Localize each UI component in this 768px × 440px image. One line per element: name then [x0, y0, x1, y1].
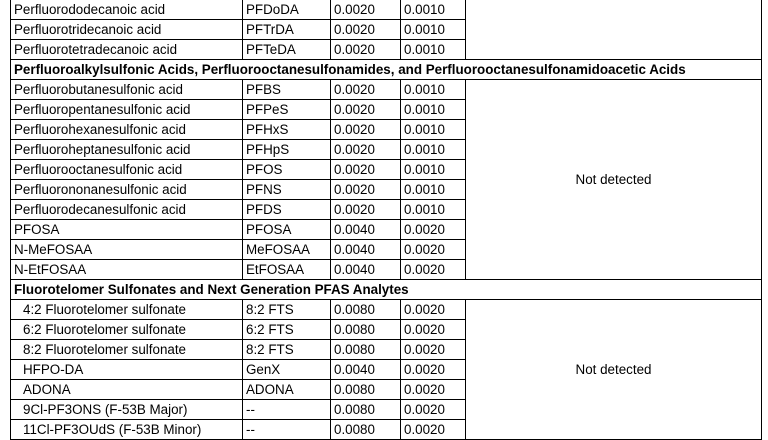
analyte-abbreviation: PFOS: [243, 160, 331, 180]
section-heading: Perfluoroalkylsulfonic Acids, Perfluorooctanesulfonamides, and Perfluorooctanesulfonamidoacetic Acids: [11, 60, 762, 80]
section-header-row: [11, 60, 762, 80]
analyte-abbreviation: ADONA: [243, 380, 331, 400]
analyte-row: [11, 80, 762, 100]
analyte-abbreviation: PFTeDA: [243, 40, 331, 60]
reporting-limit: 0.0040: [331, 360, 401, 380]
analyte-abbreviation: PFBS: [243, 80, 331, 100]
detection-limit: 0.0010: [401, 120, 466, 140]
analyte-name: Perfluorotetradecanoic acid: [11, 40, 243, 60]
reporting-limit: 0.0020: [331, 120, 401, 140]
pfas-results-sheet: [10, 0, 762, 440]
analyte-name: 9Cl-PF3ONS (F-53B Major): [11, 400, 243, 420]
analyte-name: 8:2 Fluorotelomer sulfonate: [11, 340, 243, 360]
analyte-abbreviation: 6:2 FTS: [243, 320, 331, 340]
analyte-name: Perfluorobutanesulfonic acid: [11, 80, 243, 100]
analyte-name: PFOSA: [11, 220, 243, 240]
detection-limit: 0.0010: [401, 160, 466, 180]
reporting-limit: 0.0040: [331, 260, 401, 280]
result-cell: [466, 0, 762, 60]
analyte-abbreviation: PFDS: [243, 200, 331, 220]
analyte-name: Perfluoropentanesulfonic acid: [11, 100, 243, 120]
analyte-name: Perfluorohexanesulfonic acid: [11, 120, 243, 140]
results-table: [10, 0, 762, 440]
detection-limit: 0.0020: [401, 240, 466, 260]
reporting-limit: 0.0020: [331, 180, 401, 200]
section-header-row: [11, 280, 762, 300]
reporting-limit: 0.0020: [331, 80, 401, 100]
analyte-abbreviation: GenX: [243, 360, 331, 380]
analyte-abbreviation: 8:2 FTS: [243, 300, 331, 320]
detection-limit: 0.0020: [401, 400, 466, 420]
reporting-limit: 0.0080: [331, 300, 401, 320]
reporting-limit: 0.0080: [331, 420, 401, 440]
analyte-name: Perfluorodecanesulfonic acid: [11, 200, 243, 220]
reporting-limit: 0.0080: [331, 380, 401, 400]
detection-limit: 0.0010: [401, 140, 466, 160]
analyte-row: [11, 0, 762, 20]
detection-limit: 0.0010: [401, 80, 466, 100]
detection-limit: 0.0020: [401, 320, 466, 340]
reporting-limit: 0.0020: [331, 160, 401, 180]
analyte-abbreviation: PFHpS: [243, 140, 331, 160]
section-heading: Fluorotelomer Sulfonates and Next Generation PFAS Analytes: [11, 280, 762, 300]
reporting-limit: 0.0020: [331, 0, 401, 20]
detection-limit: 0.0010: [401, 40, 466, 60]
analyte-name: N-MeFOSAA: [11, 240, 243, 260]
analyte-abbreviation: PFDoDA: [243, 0, 331, 20]
analyte-abbreviation: MeFOSAA: [243, 240, 331, 260]
analyte-abbreviation: --: [243, 420, 331, 440]
reporting-limit: 0.0020: [331, 20, 401, 40]
detection-limit: 0.0010: [401, 180, 466, 200]
result-cell: Not detected: [466, 300, 762, 440]
detection-limit: 0.0010: [401, 20, 466, 40]
detection-limit: 0.0020: [401, 220, 466, 240]
reporting-limit: 0.0040: [331, 240, 401, 260]
analyte-name: Perfluorododecanoic acid: [11, 0, 243, 20]
analyte-name: N-EtFOSAA: [11, 260, 243, 280]
detection-limit: 0.0020: [401, 340, 466, 360]
detection-limit: 0.0020: [401, 420, 466, 440]
analyte-row: [11, 300, 762, 320]
analyte-abbreviation: PFHxS: [243, 120, 331, 140]
analyte-name: ADONA: [11, 380, 243, 400]
reporting-limit: 0.0020: [331, 40, 401, 60]
analyte-name: Perfluoroheptanesulfonic acid: [11, 140, 243, 160]
reporting-limit: 0.0020: [331, 200, 401, 220]
analyte-name: HFPO-DA: [11, 360, 243, 380]
reporting-limit: 0.0040: [331, 220, 401, 240]
reporting-limit: 0.0020: [331, 100, 401, 120]
analyte-abbreviation: PFTrDA: [243, 20, 331, 40]
detection-limit: 0.0020: [401, 300, 466, 320]
reporting-limit: 0.0080: [331, 340, 401, 360]
analyte-abbreviation: EtFOSAA: [243, 260, 331, 280]
analyte-name: 11Cl-PF3OUdS (F-53B Minor): [11, 420, 243, 440]
analyte-abbreviation: 8:2 FTS: [243, 340, 331, 360]
reporting-limit: 0.0080: [331, 320, 401, 340]
detection-limit: 0.0020: [401, 260, 466, 280]
analyte-abbreviation: PFNS: [243, 180, 331, 200]
detection-limit: 0.0010: [401, 100, 466, 120]
analyte-abbreviation: --: [243, 400, 331, 420]
detection-limit: 0.0010: [401, 200, 466, 220]
result-cell: Not detected: [466, 80, 762, 280]
detection-limit: 0.0010: [401, 0, 466, 20]
analyte-name: Perfluorooctanesulfonic acid: [11, 160, 243, 180]
analyte-name: Perfluorotridecanoic acid: [11, 20, 243, 40]
analyte-name: Perfluorononanesulfonic acid: [11, 180, 243, 200]
analyte-abbreviation: PFOSA: [243, 220, 331, 240]
analyte-name: 6:2 Fluorotelomer sulfonate: [11, 320, 243, 340]
detection-limit: 0.0020: [401, 380, 466, 400]
detection-limit: 0.0020: [401, 360, 466, 380]
reporting-limit: 0.0080: [331, 400, 401, 420]
analyte-abbreviation: PFPeS: [243, 100, 331, 120]
reporting-limit: 0.0020: [331, 140, 401, 160]
analyte-name: 4:2 Fluorotelomer sulfonate: [11, 300, 243, 320]
